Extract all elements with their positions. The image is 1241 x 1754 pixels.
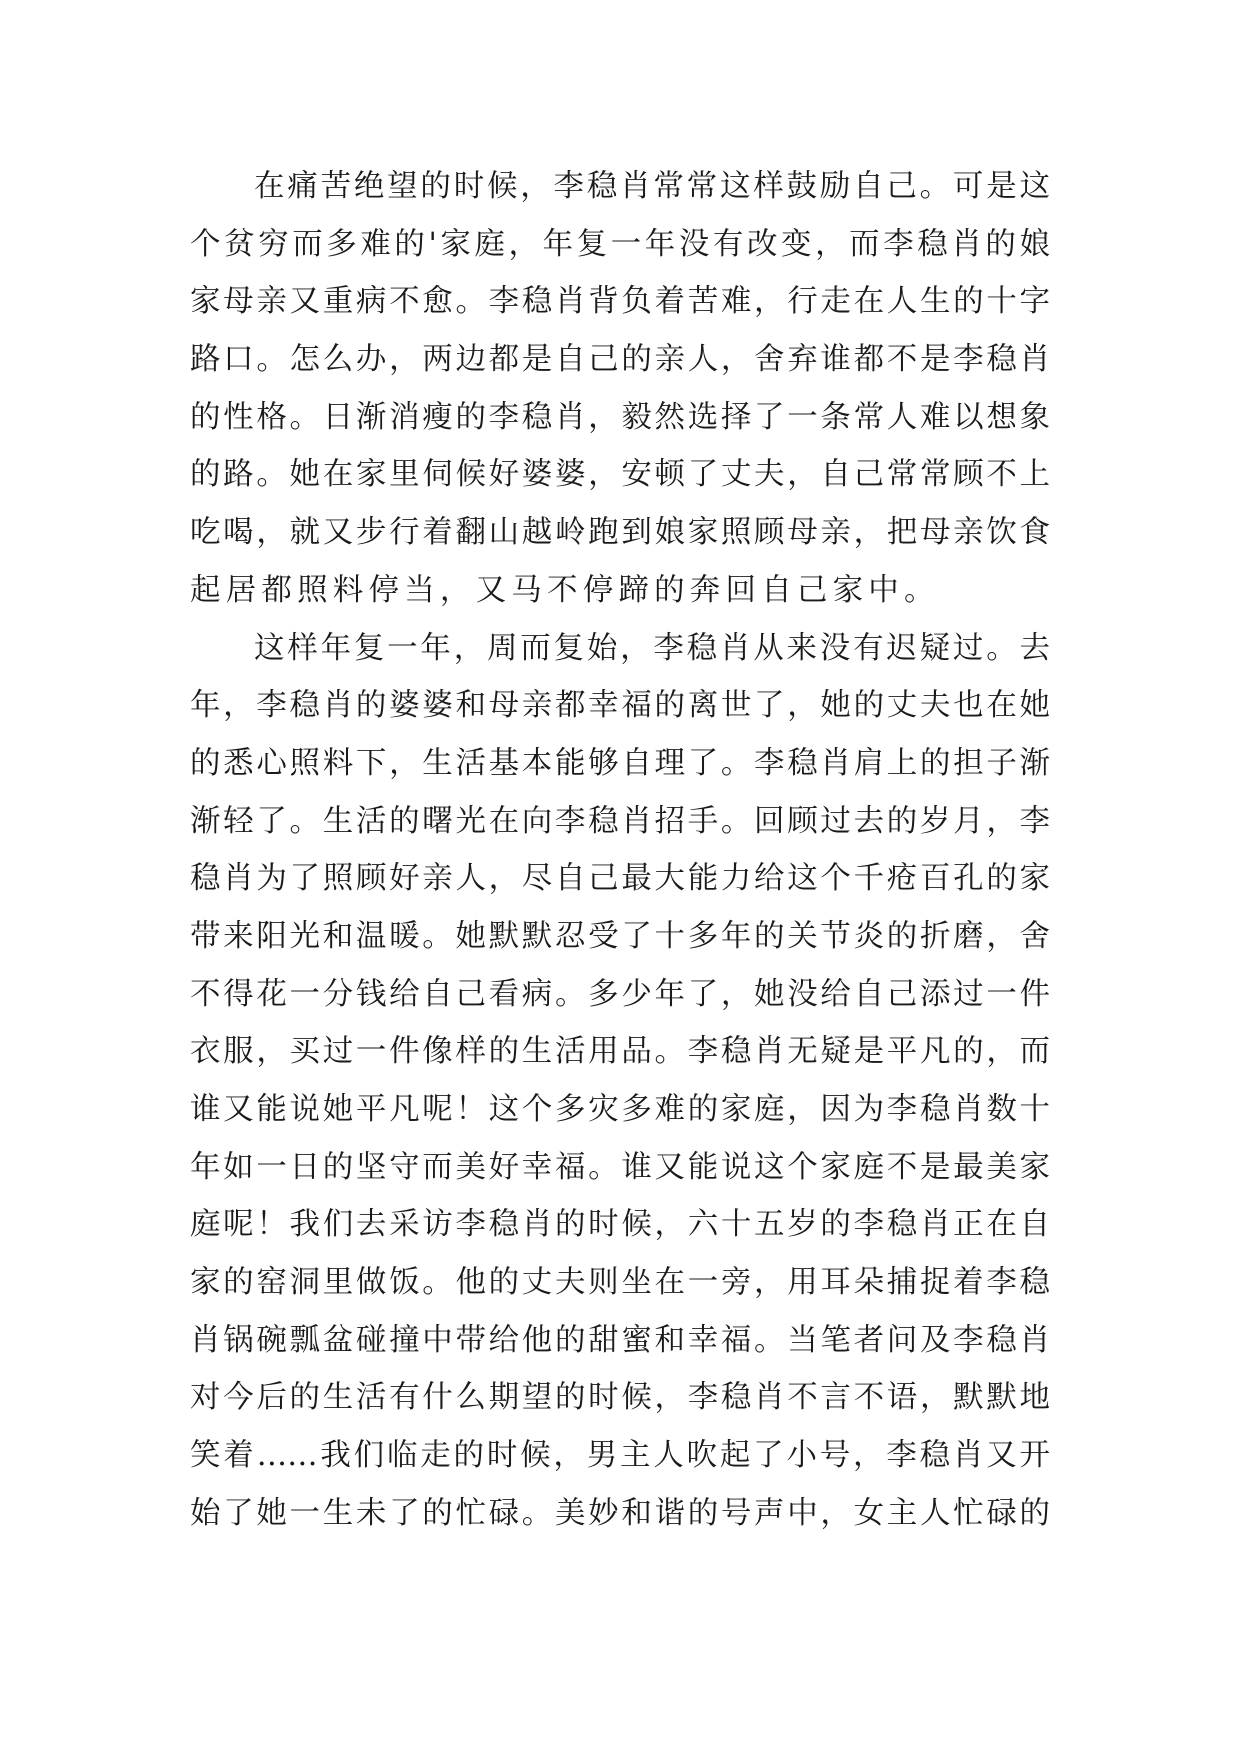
paragraph-2-line-6: 带来阳光和温暖。她默默忍受了十多年的关节炎的折磨，舍 (190, 918, 1050, 954)
paragraph-2-line-15: 笑着……我们临走的时候，男主人吹起了小号，李稳肖又开 (190, 1438, 1050, 1474)
paragraph-2-line-12: 家的窑洞里做饭。他的丈夫则坐在一旁，用耳朵捕捉着李稳 (190, 1265, 1050, 1301)
paragraph-1-line-4: 路口。怎么办，两边都是自己的亲人，舍弃谁都不是李稳肖 (190, 342, 1050, 378)
paragraph-1-line-2: 个贫穷而多难的'家庭，年复一年没有改变，而李稳肖的娘 (190, 226, 1050, 262)
paragraph-2-line-8: 衣服，买过一件像样的生活用品。李稳肖无疑是平凡的，而 (190, 1034, 1050, 1070)
paragraph-2-line-11: 庭呢！我们去采访李稳肖的时候，六十五岁的李稳肖正在自 (190, 1207, 1050, 1243)
paragraph-1-line-3: 家母亲又重病不愈。李稳肖背负着苦难，行走在人生的十字 (190, 284, 1050, 320)
paragraph-2-line-10: 年如一日的坚守而美好幸福。谁又能说这个家庭不是最美家 (190, 1149, 1050, 1185)
paragraph-1-line-8: 起居都照料停当，又马不停蹄的奔回自己家中。 (190, 572, 940, 608)
paragraph-2-line-3: 的悉心照料下，生活基本能够自理了。李稳肖肩上的担子渐 (190, 745, 1050, 781)
paragraph-2-line-14: 对今后的生活有什么期望的时候，李稳肖不言不语，默默地 (190, 1380, 1050, 1416)
paragraph-1-line-5: 的性格。日渐消瘦的李稳肖，毅然选择了一条常人难以想象 (190, 399, 1050, 435)
paragraph-2-line-13: 肖锅碗瓢盆碰撞中带给他的甜蜜和幸福。当笔者问及李稳肖 (190, 1322, 1050, 1358)
paragraph-2-line-16: 始了她一生未了的忙碌。美妙和谐的号声中，女主人忙碌的 (190, 1495, 1050, 1531)
paragraph-1-line-1: 在痛苦绝望的时候，李稳肖常常这样鼓励自己。可是这 (254, 169, 1050, 204)
paragraph-2-line-9: 谁又能说她平凡呢！这个多灾多难的家庭，因为李稳肖数十 (190, 1092, 1050, 1127)
body-text (190, 158, 1050, 1543)
paragraph-1-line-6: 的路。她在家里伺候好婆婆，安顿了丈夫，自己常常顾不上 (190, 457, 1050, 493)
paragraph-2-line-2: 年，李稳肖的婆婆和母亲都幸福的离世了，她的丈夫也在她 (190, 688, 1050, 724)
paragraph-2-line-4: 渐轻了。生活的曙光在向李稳肖招手。回顾过去的岁月，李 (190, 803, 1050, 839)
paragraph-1-line-7: 吃喝，就又步行着翻山越岭跑到娘家照顾母亲，把母亲饮食 (190, 515, 1050, 551)
paragraph-2-line-1: 这样年复一年，周而复始，李稳肖从来没有迟疑过。去 (254, 630, 1050, 666)
paragraph-2-line-7: 不得花一分钱给自己看病。多少年了，她没给自己添过一件 (190, 976, 1050, 1012)
paragraph-2-line-5: 稳肖为了照顾好亲人，尽自己最大能力给这个千疮百孔的家 (190, 861, 1050, 897)
